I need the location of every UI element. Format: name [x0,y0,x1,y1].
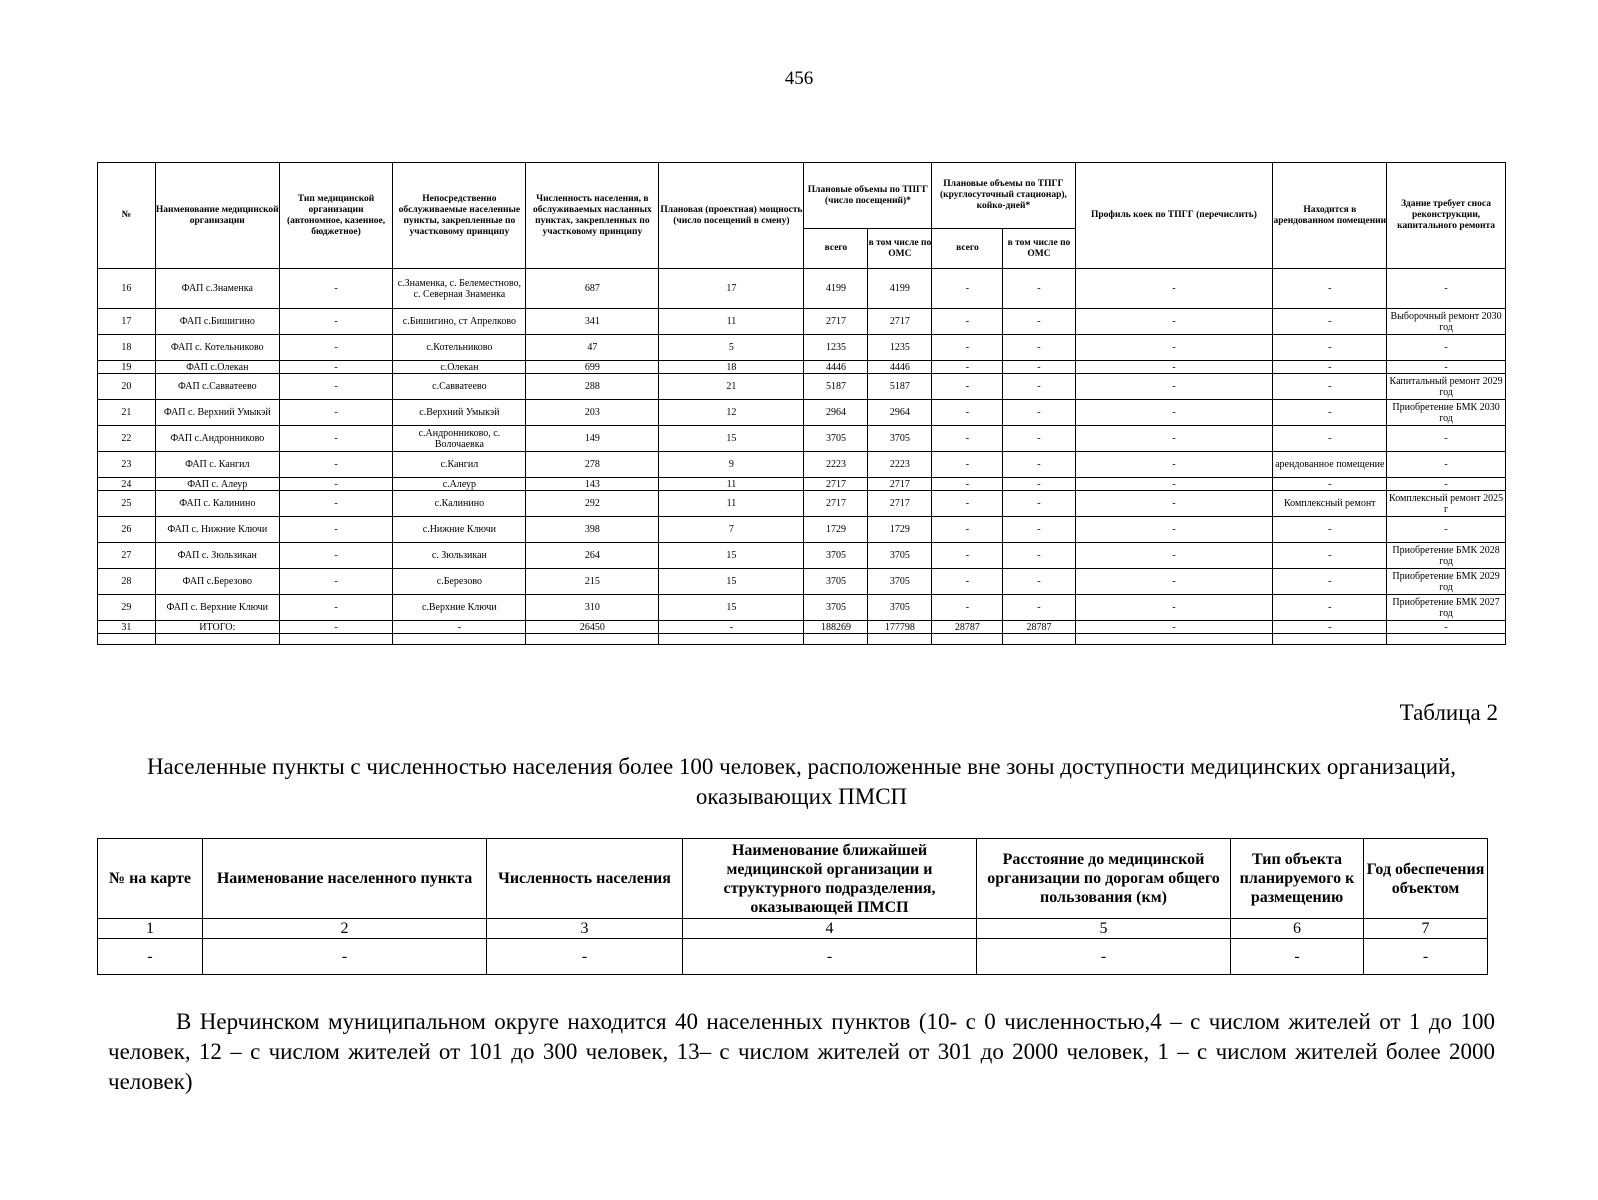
cell-visits-total: 3705 [804,569,868,595]
cell-population: 26450 [526,621,659,634]
cell-type: - [279,361,393,374]
cell-capacity: 11 [659,478,804,491]
table-row [98,621,1506,634]
t2-cell: - [203,939,487,975]
cell-building: Приобретение БМК 2028 год [1387,543,1506,569]
cell-beds-total: - [932,517,1003,543]
cell-profile: - [1075,517,1273,543]
cell-rented: - [1273,426,1387,452]
cell-served: с.Савватеево [393,374,526,400]
table-row [98,569,1506,595]
t2-cell: - [683,939,977,975]
t2-col-number: 5 [977,919,1231,939]
cell-building: Приобретение БМК 2027 год [1387,595,1506,621]
cell-rented: - [1273,309,1387,335]
cell-population: 292 [526,491,659,517]
cell-visits-oms: 2717 [868,491,932,517]
cell-type: - [279,452,393,478]
cell-type: - [279,374,393,400]
cell-profile: - [1075,569,1273,595]
t2-header-distance: Расстояние до медицинской организации по дорогам общего пользования (км) [977,839,1231,919]
cell-name: ФАП с. Нижние Ключи [155,517,279,543]
cell-population: 278 [526,452,659,478]
table-row [98,491,1506,517]
cell-rented: - [1273,374,1387,400]
t2-data-row [98,939,1488,975]
cell-visits-oms: 3705 [868,426,932,452]
cell-served: с.Котельниково [393,335,526,361]
cell-name: ФАП с. Котельниково [155,335,279,361]
cell-visits-oms: 1729 [868,517,932,543]
cell-served: с. Зюльзикан [393,543,526,569]
cell-visits-oms: 2717 [868,478,932,491]
cell-name: ФАП с. Калинино [155,491,279,517]
cell-population: 264 [526,543,659,569]
empty-row [98,634,1506,645]
cell-num: 28 [98,569,156,595]
cell-profile: - [1075,400,1273,426]
t2-cell: - [98,939,203,975]
cell-beds-oms: 28787 [1003,621,1075,634]
cell-served: с.Березово [393,569,526,595]
cell-beds-total: - [932,595,1003,621]
cell-name: ИТОГО: [155,621,279,634]
cell-population: 398 [526,517,659,543]
cell-num: 29 [98,595,156,621]
cell-num: 23 [98,452,156,478]
t2-header-object-type: Тип объекта планируемого к размещению [1231,839,1364,919]
cell-type: - [279,621,393,634]
cell-beds-total: - [932,452,1003,478]
cell-served: с.Олекан [393,361,526,374]
cell-population: 288 [526,374,659,400]
cell-served: с.Нижние Ключи [393,517,526,543]
cell-beds-total: - [932,374,1003,400]
cell-population: 143 [526,478,659,491]
cell-capacity: 12 [659,400,804,426]
cell-capacity: 7 [659,517,804,543]
t2-col-number: 4 [683,919,977,939]
cell-type: - [279,569,393,595]
cell-beds-total: - [932,478,1003,491]
t2-col-number: 1 [98,919,203,939]
header-visits-total: всего [804,229,868,269]
t2-cell: - [1231,939,1364,975]
cell-profile: - [1075,426,1273,452]
cell-rented: - [1273,543,1387,569]
cell-beds-total: - [932,335,1003,361]
cell-capacity: 21 [659,374,804,400]
cell-served: с.Алеур [393,478,526,491]
header-profile: Профиль коек по ТПГГ (перечислить) [1075,163,1273,269]
cell-building: - [1387,335,1506,361]
cell-building: - [1387,517,1506,543]
settlements-table [97,838,1488,975]
cell-rented: арендованное помещение [1273,452,1387,478]
cell-capacity: 15 [659,426,804,452]
cell-rented: - [1273,361,1387,374]
empty-cell [868,634,932,645]
cell-visits-oms: 177798 [868,621,932,634]
table-row [98,400,1506,426]
t2-header-map-num: № на карте [98,839,203,919]
cell-beds-total: 28787 [932,621,1003,634]
cell-building: Приобретение БМК 2030 год [1387,400,1506,426]
cell-beds-oms: - [1003,543,1075,569]
cell-profile: - [1075,595,1273,621]
t2-header-population: Численность населения [487,839,683,919]
cell-served: с.Андронниково, с. Волочаевка [393,426,526,452]
cell-building: - [1387,361,1506,374]
header-beds-total: всего [932,229,1003,269]
cell-rented: - [1273,569,1387,595]
cell-beds-total: - [932,569,1003,595]
cell-population: 699 [526,361,659,374]
cell-capacity: 15 [659,569,804,595]
table-row [98,595,1506,621]
cell-num: 27 [98,543,156,569]
facilities-table-body [98,269,1506,645]
header-rented: Находится в арендованном помещении [1273,163,1387,269]
summary-paragraph: В Нерчинском муниципальном округе находится 40 населенных пунктов (10- с 0 численностью,4 – с числом жителей от 1 до 100 человек, 12 – с числом жителей от 101 до 300 человек, 13– с числом жителей от 301 до 2000 человек, 1 – с числом жителей более 2000 человек) [108,1009,1495,1094]
cell-name: ФАП с.Знаменка [155,269,279,309]
cell-building: Комплексный ремонт 2025 г [1387,491,1506,517]
cell-beds-total: - [932,309,1003,335]
cell-type: - [279,517,393,543]
cell-beds-oms: - [1003,452,1075,478]
cell-rented: - [1273,269,1387,309]
cell-profile: - [1075,621,1273,634]
cell-visits-total: 3705 [804,426,868,452]
cell-beds-oms: - [1003,517,1075,543]
table-row [98,361,1506,374]
cell-population: 203 [526,400,659,426]
cell-building: Капитальный ремонт 2029 год [1387,374,1506,400]
cell-visits-total: 4446 [804,361,868,374]
cell-rented: - [1273,478,1387,491]
facilities-table [97,162,1506,645]
cell-profile: - [1075,452,1273,478]
cell-name: ФАП с.Савватеево [155,374,279,400]
cell-population: 341 [526,309,659,335]
cell-type: - [279,335,393,361]
cell-type: - [279,595,393,621]
header-population: Численность населения, в обслуживаемых насланных пунктах, закрепленных по участковому принципу [526,163,659,269]
cell-beds-oms: - [1003,478,1075,491]
cell-profile: - [1075,478,1273,491]
cell-type: - [279,491,393,517]
cell-name: ФАП с.Андронниково [155,426,279,452]
t2-header-nearest-org: Наименование ближайшей медицинской организации и структурного подразделения, оказывающей ПМСП [683,839,977,919]
cell-rented: - [1273,621,1387,634]
cell-beds-total: - [932,426,1003,452]
t2-col-number: 2 [203,919,487,939]
cell-visits-oms: 4446 [868,361,932,374]
table-row [98,543,1506,569]
cell-type: - [279,543,393,569]
cell-visits-total: 2964 [804,400,868,426]
t2-header-year: Год обеспечения объектом [1364,839,1488,919]
cell-beds-oms: - [1003,426,1075,452]
empty-cell [659,634,804,645]
cell-served: с.Знаменка, с. Белеместново, с. Северная Знаменка [393,269,526,309]
cell-rented: - [1273,595,1387,621]
cell-name: ФАП с. Алеур [155,478,279,491]
cell-visits-total: 2717 [804,309,868,335]
cell-name: ФАП с. Зюльзикан [155,543,279,569]
cell-beds-oms: - [1003,400,1075,426]
cell-profile: - [1075,361,1273,374]
cell-num: 31 [98,621,156,634]
cell-beds-oms: - [1003,335,1075,361]
cell-served: - [393,621,526,634]
cell-type: - [279,426,393,452]
cell-name: ФАП с. Верхний Умыкэй [155,400,279,426]
cell-served: с.Кангил [393,452,526,478]
cell-name: ФАП с. Кангил [155,452,279,478]
cell-num: 25 [98,491,156,517]
header-beds: Плановые объемы по ТПГГ (круглосуточный стационар), койко-дней* [932,163,1075,229]
cell-served: с.Верхние Ключи [393,595,526,621]
header-name: Наименование медицинской организации [155,163,279,269]
cell-num: 26 [98,517,156,543]
cell-served: с.Бишигино, ст Апрелково [393,309,526,335]
table2-title: Населенные пункты с численностью населения более 100 человек, расположенные вне зоны доступности медицинских организаций, оказывающих ПМСП [146,754,1457,809]
empty-cell [98,634,156,645]
header-beds-oms: в том числе по ОМС [1003,229,1075,269]
cell-beds-oms: - [1003,374,1075,400]
cell-population: 215 [526,569,659,595]
cell-num: 18 [98,335,156,361]
cell-beds-oms: - [1003,361,1075,374]
t2-cell: - [1364,939,1488,975]
t2-cell: - [977,939,1231,975]
cell-capacity: 15 [659,595,804,621]
cell-capacity: 17 [659,269,804,309]
cell-profile: - [1075,491,1273,517]
cell-profile: - [1075,335,1273,361]
cell-beds-total: - [932,400,1003,426]
cell-beds-oms: - [1003,309,1075,335]
empty-cell [393,634,526,645]
cell-rented: - [1273,335,1387,361]
cell-building: Приобретение БМК 2029 год [1387,569,1506,595]
header-building: Здание требует сноса реконструкции, капитального ремонта [1387,163,1506,269]
empty-cell [804,634,868,645]
cell-capacity: 18 [659,361,804,374]
cell-population: 310 [526,595,659,621]
cell-visits-oms: 5187 [868,374,932,400]
empty-cell [932,634,1003,645]
empty-cell [1075,634,1273,645]
cell-visits-oms: 3705 [868,543,932,569]
cell-population: 149 [526,426,659,452]
cell-capacity: 11 [659,491,804,517]
empty-cell [279,634,393,645]
empty-cell [1387,634,1506,645]
cell-visits-total: 188269 [804,621,868,634]
cell-beds-oms: - [1003,491,1075,517]
cell-visits-total: 2717 [804,491,868,517]
cell-visits-oms: 3705 [868,595,932,621]
cell-beds-total: - [932,269,1003,309]
table-row [98,478,1506,491]
cell-type: - [279,269,393,309]
cell-visits-oms: 3705 [868,569,932,595]
empty-cell [1273,634,1387,645]
cell-building: - [1387,478,1506,491]
cell-name: ФАП с.Олекан [155,361,279,374]
cell-num: 20 [98,374,156,400]
cell-building: - [1387,621,1506,634]
cell-beds-oms: - [1003,569,1075,595]
cell-rented: - [1273,400,1387,426]
t2-column-numbers-row [98,919,1488,939]
cell-beds-oms: - [1003,269,1075,309]
page-number: 456 [784,68,814,89]
table-row [98,374,1506,400]
cell-capacity: - [659,621,804,634]
cell-visits-total: 1235 [804,335,868,361]
empty-cell [526,634,659,645]
table-row [98,426,1506,452]
cell-name: ФАП с. Верхние Ключи [155,595,279,621]
cell-capacity: 11 [659,309,804,335]
cell-name: ФАП с.Бишигино [155,309,279,335]
cell-population: 47 [526,335,659,361]
cell-building: - [1387,269,1506,309]
header-served: Непосредственно обслуживаемые населенные пункты, закрепленные по участковому принципу [393,163,526,269]
header-capacity: Плановая (проектная) мощность (число посещений в смену) [659,163,804,269]
cell-building: Выборочный ремонт 2030 год [1387,309,1506,335]
cell-num: 22 [98,426,156,452]
t2-col-number: 7 [1364,919,1488,939]
cell-building: - [1387,426,1506,452]
cell-capacity: 15 [659,543,804,569]
t2-col-number: 6 [1231,919,1364,939]
header-visits-oms: в том числе по ОМС [868,229,932,269]
cell-beds-total: - [932,543,1003,569]
cell-capacity: 9 [659,452,804,478]
table-row [98,517,1506,543]
table2-caption: Таблица 2 [1399,700,1498,725]
cell-visits-oms: 2964 [868,400,932,426]
cell-visits-total: 5187 [804,374,868,400]
cell-served: с.Калинино [393,491,526,517]
cell-visits-oms: 2717 [868,309,932,335]
header-num: № [98,163,156,269]
cell-visits-oms: 4199 [868,269,932,309]
cell-building: - [1387,452,1506,478]
cell-name: ФАП с.Березово [155,569,279,595]
cell-visits-oms: 2223 [868,452,932,478]
cell-num: 24 [98,478,156,491]
cell-rented: - [1273,517,1387,543]
cell-beds-total: - [932,491,1003,517]
cell-type: - [279,478,393,491]
table-row [98,269,1506,309]
header-type: Тип медицинской организации (автономное, казенное, бюджетное) [279,163,393,269]
cell-served: с.Верхний Умыкэй [393,400,526,426]
t2-col-number: 3 [487,919,683,939]
cell-visits-total: 3705 [804,543,868,569]
cell-population: 687 [526,269,659,309]
cell-visits-total: 3705 [804,595,868,621]
cell-rented: Комплексный ремонт [1273,491,1387,517]
cell-visits-oms: 1235 [868,335,932,361]
cell-profile: - [1075,309,1273,335]
table-row [98,335,1506,361]
header-visits: Плановые объемы по ТПГГ (число посещений)* [804,163,932,229]
cell-beds-oms: - [1003,595,1075,621]
cell-profile: - [1075,269,1273,309]
cell-beds-total: - [932,361,1003,374]
cell-profile: - [1075,543,1273,569]
cell-visits-total: 4199 [804,269,868,309]
cell-num: 19 [98,361,156,374]
cell-num: 21 [98,400,156,426]
empty-cell [1003,634,1075,645]
cell-type: - [279,309,393,335]
cell-visits-total: 1729 [804,517,868,543]
t2-cell: - [487,939,683,975]
cell-capacity: 5 [659,335,804,361]
cell-visits-total: 2223 [804,452,868,478]
table-row [98,452,1506,478]
cell-num: 16 [98,269,156,309]
empty-cell [155,634,279,645]
cell-profile: - [1075,374,1273,400]
table-row [98,309,1506,335]
cell-num: 17 [98,309,156,335]
cell-type: - [279,400,393,426]
cell-visits-total: 2717 [804,478,868,491]
t2-header-settlement: Наименование населенного пункта [203,839,487,919]
